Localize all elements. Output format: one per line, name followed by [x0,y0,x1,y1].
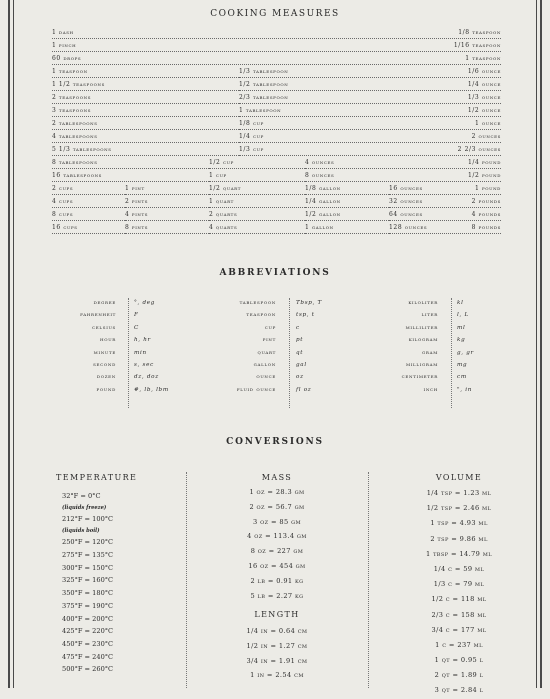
measure-row [52,184,501,194]
volume-row: 1 tsp = 4.93 ml [430,519,488,528]
mass-row: 5 lb = 2.27 kg [250,591,304,600]
measure-leader [305,158,501,169]
measure-cell: 1 tablespoon [239,107,282,114]
abbr-code: s, sec [134,361,154,368]
measure-leader [239,145,501,156]
towel-stripe-left-thin [13,0,14,688]
measure-cell: 1/16 teaspoon [453,42,501,49]
measure-leader [125,184,209,195]
abbr-code: kg [457,337,466,344]
measure-cell: 2 ounces [471,133,501,140]
abbr-term: pint [262,336,276,344]
measure-cell: 1/4 gallon [305,198,341,205]
measure-leader [305,184,389,195]
measure-cell: 1 cup [209,172,227,179]
measure-cell: 4 tablespoons [52,133,98,140]
measure-cell: 1 teaspoon [465,55,501,62]
temperature-row: 32°F = 0°C [62,492,101,500]
temperature-row: 325°F = 160°C [62,576,114,585]
volume-heading: VOLUME [435,473,483,482]
towel-stripe-right-thin [536,0,537,688]
abbr-code: F [134,312,139,319]
measure-leader [52,67,239,78]
mass-row: 2 lb = 0.91 kg [250,576,304,585]
volume-row: 1/2 c = 118 ml [431,595,487,604]
measure-cell: 1/8 teaspoon [458,29,501,36]
measure-leader [52,184,125,195]
temperature-list [62,490,113,676]
measure-leader [125,197,209,208]
abbr-term: milliliter [405,323,438,331]
measure-leader [389,223,501,234]
volume-row: 1/2 tsp = 2.46 ml [426,504,492,513]
measure-cell: 1/4 cup [239,133,264,140]
measure-leader [52,119,239,130]
measure-leader [125,210,209,221]
abbr-term: tablespoon [239,299,276,306]
mass-row: 2 oz = 56.7 gm [249,502,305,511]
measure-cell: 1/2 pound [467,172,501,179]
volume-row: 2/3 c = 158 ml [431,610,487,619]
abbr-term: fahrenheit [80,311,116,319]
abbr-term: ounce [256,373,276,381]
abbr-term: minute [93,348,116,356]
length-row: 1/4 in = 0.64 cm [246,627,308,635]
measure-leader [52,41,501,52]
abbr-code: gal [296,361,307,368]
measure-cell: 8 cups [52,211,74,218]
measure-leader [52,145,239,156]
abbr-term: celsius [92,323,116,331]
measure-row [52,41,501,51]
measure-cell: 2 pounds [471,198,501,205]
measure-cell: 3 teaspoons [52,107,92,114]
measure-cell: 1/2 tablespoon [239,81,289,88]
measure-cell: 128 ounces [389,224,428,231]
measure-leader [239,106,501,117]
abbr-term: gallon [253,360,276,368]
temperature-row: 475°F = 240°C [62,652,114,661]
measure-cell: 1/3 tablespoon [239,68,289,75]
measure-cell: 1/3 cup [239,146,264,153]
measure-cell: 1 pint [125,185,145,192]
measure-cell: 1/2 gallon [305,211,341,218]
length-row: 1 in = 2.54 cm [250,671,304,680]
measure-cell: 1 dash [52,29,74,36]
abbr-term: centimeter [401,373,438,381]
conversions-divider-2 [368,472,369,688]
measure-cell: 1/2 ounce [467,107,501,114]
measure-cell: 8 ounces [305,172,335,179]
measure-cell: 1/6 ounce [467,68,501,75]
measure-leader [209,184,305,195]
measure-leader [305,210,389,221]
conversions-title: CONVERSIONS [226,437,324,447]
measure-leader [389,184,501,195]
abbr-code: c [296,324,300,331]
mass-row: 4 oz = 113.4 gm [247,532,307,541]
abbr-term: degree [93,299,116,306]
volume-list [384,486,534,699]
measure-leader [239,93,501,104]
abbr-terms [210,297,276,396]
abbr-term: inch [423,385,438,393]
measure-row [52,80,501,90]
temperature-row: 450°F = 230°C [62,639,114,648]
measure-row [52,145,501,155]
measure-row [52,28,501,38]
abbr-term: milligram [405,360,438,368]
measure-row [52,106,501,116]
measure-cell: 2 quarts [209,211,238,218]
volume-row: 3 qt = 2.84 l [434,686,484,695]
measure-cell: 2/3 tablespoon [239,94,289,101]
measure-row [52,197,501,207]
abbr-codes [296,297,322,396]
measure-leader [389,197,501,208]
abbr-code: fl oz [296,386,312,393]
abbr-code: ", in [457,386,473,393]
measure-leader [52,28,501,39]
temperature-heading: TEMPERATURE [56,473,138,482]
temperature-note: (liquids freeze) [62,504,107,511]
abbr-code: C [134,324,139,331]
temperature-row: 350°F = 180°C [62,589,114,598]
measure-leader [52,197,125,208]
measure-cell: 1/8 gallon [305,185,341,192]
length-row: 3/4 in = 1.91 cm [246,656,308,665]
measure-row [52,54,501,64]
volume-row: 2 qt = 1.89 l [434,671,484,680]
measure-leader [52,106,239,117]
abbr-code: qt [296,349,304,356]
abbr-term: gram [422,348,438,356]
abbr-code: cm [457,374,467,381]
abbr-code: tsp, t [296,312,315,319]
measure-leader [239,132,501,143]
abbr-code: g, gr [457,349,474,356]
measure-cell: 1 pinch [52,42,77,49]
measure-leader [305,171,501,182]
volume-row: 1/3 c = 79 ml [433,580,485,589]
measure-cell: 2 2/3 ounces [457,146,501,153]
measure-cell: 2 tablespoons [52,120,98,127]
measure-cell: 60 drops [52,55,82,62]
measure-cell: 1/2 cup [209,159,234,166]
measure-leader [209,171,305,182]
measure-leader [209,223,305,234]
temperature-row: 400°F = 200°C [62,614,114,623]
mass-row: 3 oz = 85 gm [253,517,301,526]
measure-leader [52,54,501,65]
abbr-term: hour [100,336,116,344]
conversions-divider-1 [186,472,187,688]
measure-leader [125,223,209,234]
measure-row [52,132,501,142]
measure-row [52,119,501,129]
measure-cell: 1/2 quart [209,185,241,192]
abbr-term: dozen [96,373,116,381]
measure-row [52,210,501,220]
temperature-row: 250°F = 120°C [62,538,114,547]
measure-leader [52,171,209,182]
abbr-term: kilogram [408,336,438,344]
measure-leader [52,132,239,143]
mass-row: 1 oz = 28.3 gm [249,488,305,496]
measure-leader [209,210,305,221]
measure-leader [209,158,305,169]
volume-row: 1 tbsp = 14.79 ml [425,549,493,558]
measure-cell: 1/8 cup [239,120,264,127]
volume-row: 2 tsp = 9.86 ml [430,534,488,543]
volume-row: 3/4 c = 177 ml [431,625,487,634]
volume-row: 1/4 c = 59 ml [433,564,485,573]
abbr-divider-1 [128,298,129,408]
abbreviations-title: ABBREVIATIONS [219,268,331,278]
abbr-divider-3 [451,298,452,408]
measure-cell: 2 pints [125,198,149,205]
measure-leader [239,119,501,130]
measure-cell: 16 tablespoons [52,172,103,179]
measure-cell: 1/4 ounce [467,81,501,88]
volume-row: 1 c = 237 ml [435,640,483,649]
abbr-code: min [134,349,147,356]
measure-leader [305,223,389,234]
mass-list [200,485,354,603]
abbr-code: oz [296,374,304,381]
measure-cell: 1 gallon [305,224,334,231]
abbr-code: mg [457,361,468,368]
towel-stripe-left [8,0,10,688]
temperature-note: (liquids boil) [62,527,100,534]
abbr-term: teaspoon [246,311,276,319]
towel-stripe-right [540,0,542,688]
length-row: 1/2 in = 1.27 cm [246,641,308,650]
abbr-term: liter [421,311,438,319]
measure-row [52,158,501,168]
mass-row: 8 oz = 227 gm [250,547,304,556]
abbr-code: pt [296,337,304,344]
temperature-row: 375°F = 190°C [62,601,114,610]
measure-cell: 8 pounds [471,224,501,231]
measure-cell: 1/3 ounce [467,94,501,101]
volume-row: 1 qt = 0.95 l [434,656,484,665]
measure-cell: 4 quarts [209,224,238,231]
measure-cell: 8 tablespoons [52,159,98,166]
measure-row [52,93,501,103]
abbr-code: l, L [457,312,469,319]
measure-leader [52,210,125,221]
measure-cell: 16 ounces [389,185,423,192]
abbr-term: fluid ounce [236,385,276,393]
measure-leader [239,80,501,91]
cooking-measures-title: COOKING MEASURES [210,9,340,19]
measure-leader [209,197,305,208]
temperature-row: 275°F = 135°C [62,551,114,560]
temperature-row: 300°F = 150°C [62,563,114,572]
measure-cell: 5 1/3 tablespoons [52,146,112,153]
measure-leader [305,197,389,208]
abbr-code: #, lb, lbm [134,386,169,393]
abbr-term: quart [257,348,276,356]
abbr-divider-2 [289,298,290,408]
measure-cell: 1 quart [209,198,234,205]
measure-leader [389,210,501,221]
abbr-code: kl [457,300,464,306]
measure-cell: 1 ounce [474,120,501,127]
abbr-terms [50,297,116,396]
abbr-terms [372,297,438,396]
abbr-code: h, hr [134,337,151,344]
measure-cell: 1 1/2 teaspoons [52,81,105,88]
measure-cell: 1 teaspoon [52,68,88,75]
measure-cell: 2 cups [52,185,74,192]
measure-leader [239,67,501,78]
abbr-term: pound [96,385,116,393]
abbr-code: °, deg [134,300,156,306]
measure-cell: 64 ounces [389,211,423,218]
temperature-row: 500°F = 260°C [62,665,114,674]
mass-row: 16 oz = 454 gm [248,561,306,570]
measure-cell: 8 pints [125,224,149,231]
measure-row [52,223,501,233]
measure-row [52,171,501,181]
abbr-term: kiloliter [408,299,438,306]
abbr-term: cup [264,323,276,331]
measure-cell: 2 teaspoons [52,94,92,101]
measure-cell: 4 ounces [305,159,335,166]
abbr-codes [457,297,474,396]
abbr-code: dz, doz [134,374,159,381]
mass-heading: MASS [261,473,293,482]
abbr-term: second [93,360,116,368]
measure-cell: 16 cups [52,224,78,231]
abbr-code: Tbsp, T [296,300,322,306]
measure-cell: 4 pints [125,211,149,218]
measure-cell: 4 pounds [471,211,501,218]
measure-cell: 1 pound [475,185,501,192]
length-heading: LENGTH [254,610,300,619]
abbr-code: ml [457,324,466,331]
measure-cell: 1/4 pound [467,159,501,166]
measure-leader [52,158,209,169]
temperature-row: 212°F = 100°C [62,515,114,524]
measure-leader [52,80,239,91]
measure-cell: 32 ounces [389,198,423,205]
measure-leader [52,223,125,234]
volume-row: 1/4 tsp = 1.23 ml [426,489,492,497]
measure-leader [52,93,239,104]
length-list [200,624,354,683]
abbr-codes [134,297,169,396]
measure-cell: 4 cups [52,198,74,205]
temperature-row: 425°F = 220°C [62,627,114,636]
measure-row [52,67,501,77]
